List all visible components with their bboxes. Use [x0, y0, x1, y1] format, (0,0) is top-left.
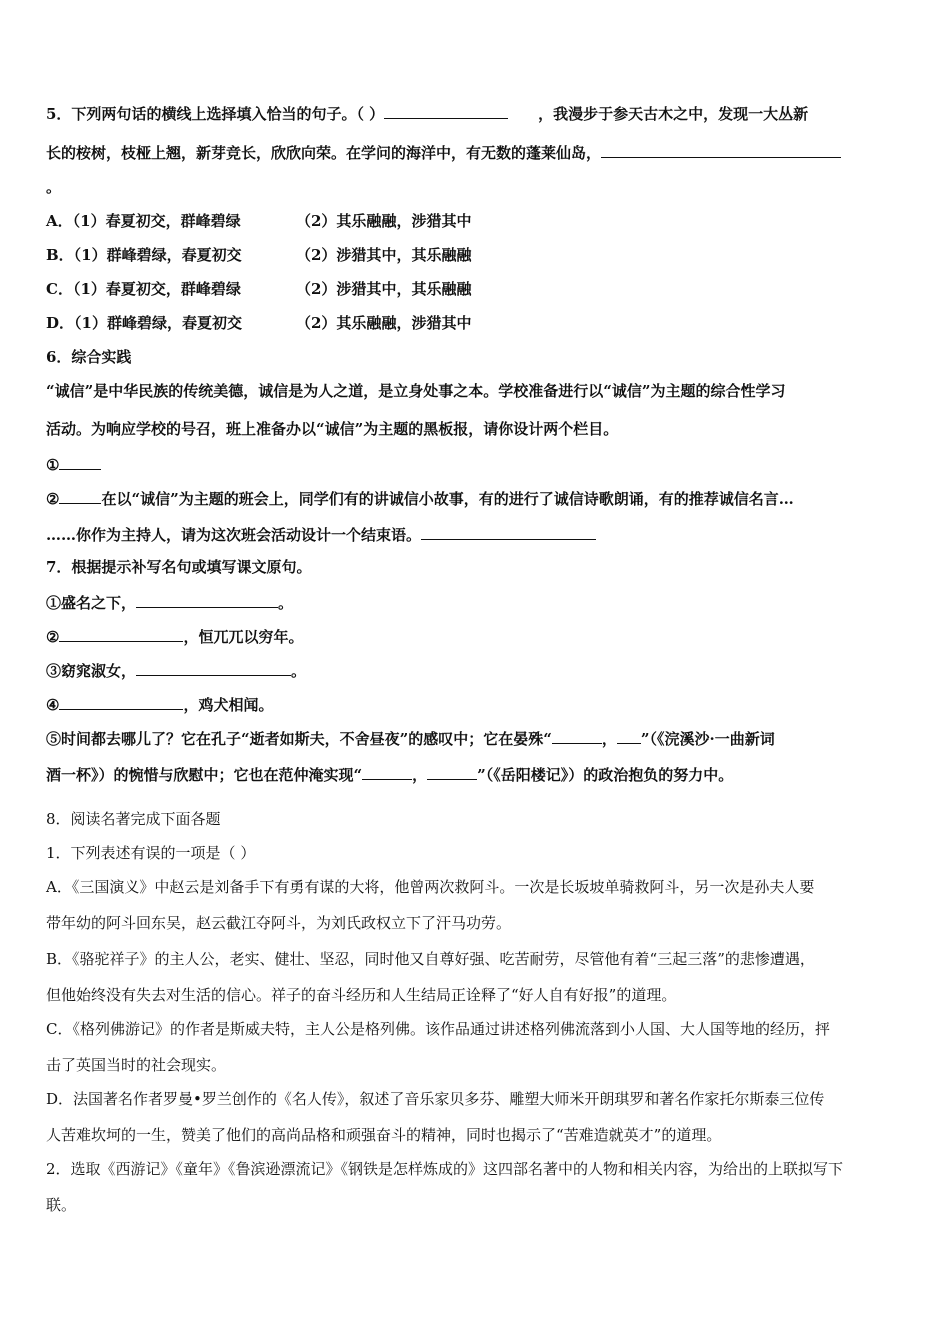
q6-title: 6．综合实践: [46, 348, 132, 366]
q6-line-5: [46, 523, 596, 545]
q5-stem-cont: ，我漫步于参天古木之中，发现一大丛新: [538, 105, 809, 123]
q7-item-3: [46, 659, 306, 681]
q7-blank-3[interactable]: [136, 659, 291, 676]
q8-option-b-line-1: B．《骆驼祥子》的主人公，老实、健壮、坚忍，同时他又自尊好强、吃苦耐劳，尽管他有着“三起三落”的悲惨遭遇，: [46, 950, 815, 968]
q8-title: 8．阅读名著完成下面各题: [46, 810, 221, 828]
q6-closing-prompt: ……你作为主持人，请为这次班会活动设计一个结束语。: [46, 526, 422, 544]
q7-item-2-text: ，恒兀兀以穷年。: [183, 628, 304, 646]
q7-item-6: [46, 763, 733, 785]
q7-blank-8[interactable]: [427, 763, 477, 780]
q6-item-2-label: ②: [46, 490, 60, 508]
option-a-part-1: A．（1）春夏初交，群峰碧绿: [46, 212, 241, 230]
q5-option-b[interactable]: [46, 245, 471, 265]
option-d-part-2: （2）其乐融融，涉猎其中: [296, 314, 472, 332]
q7-item-3-end: 。: [291, 662, 307, 680]
q6-blank-2[interactable]: [59, 487, 101, 504]
q8-sub-2-line-2: 联。: [46, 1196, 77, 1214]
q7-item-1-text: ①盛名之下，: [46, 594, 137, 612]
q7-item-6-source: ”（《岳阳楼记》）的政治抱负的努力中。: [477, 766, 734, 784]
q7-blank-2[interactable]: [59, 625, 183, 642]
q7-item-4-text: ，鸡犬相闻。: [183, 696, 274, 714]
q5-line-2: [46, 141, 841, 163]
q7-blank-5[interactable]: [552, 727, 602, 744]
q7-item-5-source: ”（《浣溪沙·一曲新词: [640, 730, 775, 748]
q7-item-1: [46, 591, 293, 613]
q6-line-1: “诚信”是中华民族的传统美德，诚信是为人之道，是立身处事之本。学校准备进行以“诚信”为主题的综合性学习: [46, 382, 786, 400]
q7-item-6-comma: ，: [412, 766, 428, 784]
q6-blank-3[interactable]: [421, 523, 596, 540]
q6-item-2: [46, 487, 794, 509]
q5-line-1: [46, 102, 808, 124]
option-a-part-2: （2）其乐融融，涉猎其中: [296, 212, 472, 230]
q5-stem: 5．下列两句话的横线上选择填入恰当的句子。（ ）: [46, 105, 385, 123]
q7-item-4-label: ④: [46, 696, 60, 714]
q8-option-c-line-2: 击了英国当时的社会现实。: [46, 1056, 227, 1074]
option-c-part-2: （2）涉猎其中，其乐融融: [296, 280, 472, 298]
q8-option-d-line-2: 人苦难坎坷的一生，赞美了他们的高尚品格和顽强奋斗的精神，同时也揭示了“苦难造就英才”的道理。: [46, 1126, 722, 1144]
q8-option-a-line-2: 带年幼的阿斗回东吴，赵云截江夺阿斗，为刘氏政权立下了汗马功劳。: [46, 914, 512, 932]
q8-sub-2-line-1: 2．选取《西游记》《童年》《鲁滨逊漂流记》《钢铁是怎样炼成的》这四部名著中的人物和相关内容，为给出的上联拟写下: [46, 1160, 844, 1178]
q7-item-6-text: 酒一杯》）的惋惜与欣慰中；它也在范仲淹实现“: [46, 766, 363, 784]
option-b-part-2: （2）涉猎其中，其乐融融: [296, 246, 472, 264]
q7-item-5: [46, 727, 775, 749]
q7-blank-6[interactable]: [617, 727, 641, 744]
q7-blank-1[interactable]: [136, 591, 278, 608]
q6-line-2: 活动。为响应学校的号召，班上准备办以“诚信”为主题的黑板报，请你设计两个栏目。: [46, 420, 619, 438]
q7-item-2: [46, 625, 303, 647]
q8-option-a-line-1: A．《三国演义》中赵云是刘备手下有勇有谋的大将，他曾两次救阿斗。一次是长坂坡单骑救阿斗，另一次是孙夫人要: [46, 878, 815, 896]
q7-item-3-text: ③窈窕淑女，: [46, 662, 137, 680]
q8-sub-1: 1．下列表述有误的一项是（ ）: [46, 844, 256, 862]
q5-blank-2[interactable]: [601, 141, 841, 158]
q7-item-4: [46, 693, 273, 715]
q7-item-2-label: ②: [46, 628, 60, 646]
q7-item-1-end: 。: [278, 594, 294, 612]
option-b-part-1: B．（1）群峰碧绿，春夏初交: [46, 246, 242, 264]
q7-blank-4[interactable]: [59, 693, 183, 710]
option-d-part-1: D．（1）群峰碧绿，春夏初交: [46, 314, 242, 332]
q7-title: 7．根据提示补写名句或填写课文原句。: [46, 558, 312, 576]
q5-option-d[interactable]: [46, 313, 471, 333]
q6-item-1: [46, 453, 101, 475]
q5-option-c[interactable]: [46, 279, 471, 299]
q8-option-d-line-1: D．法国著名作者罗曼•罗兰创作的《名人传》，叙述了音乐家贝多芬、雕塑大师米开朗琪罗和著名作家托尔斯泰三位传: [46, 1090, 825, 1108]
q7-item-5-comma: ，: [601, 730, 617, 748]
q5-blank-1[interactable]: [384, 102, 508, 119]
q6-item-1-label: ①: [46, 456, 60, 474]
q8-option-c-line-1: C．《格列佛游记》的作者是斯威夫特，主人公是格列佛。该作品通过讲述格列佛流落到小人国、大人国等地的经历，抨: [46, 1020, 830, 1038]
q6-item-2-text: 在以“诚信”为主题的班会上，同学们有的讲诚信小故事，有的进行了诚信诗歌朗诵，有的推荐诚信名言…: [101, 490, 794, 508]
q7-blank-7[interactable]: [362, 763, 412, 780]
q5-stem-line-2: 长的桉树，枝桠上翘，新芽竞长，欣欣向荣。在学问的海洋中，有无数的蓬莱仙岛，: [46, 144, 602, 162]
q5-option-a[interactable]: [46, 211, 471, 231]
q5-line-3: 。: [46, 178, 62, 196]
q7-item-5-text: ⑤时间都去哪儿了？它在孔子“逝者如斯夫，不舍昼夜”的感叹中；它在晏殊“: [46, 730, 552, 748]
q8-option-b-line-2: 但他始终没有失去对生活的信心。祥子的奋斗经历和人生结局正诠释了“好人自有好报”的道理。: [46, 986, 677, 1004]
q6-blank-1[interactable]: [59, 453, 101, 470]
option-c-part-1: C．（1）春夏初交，群峰碧绿: [46, 280, 241, 298]
